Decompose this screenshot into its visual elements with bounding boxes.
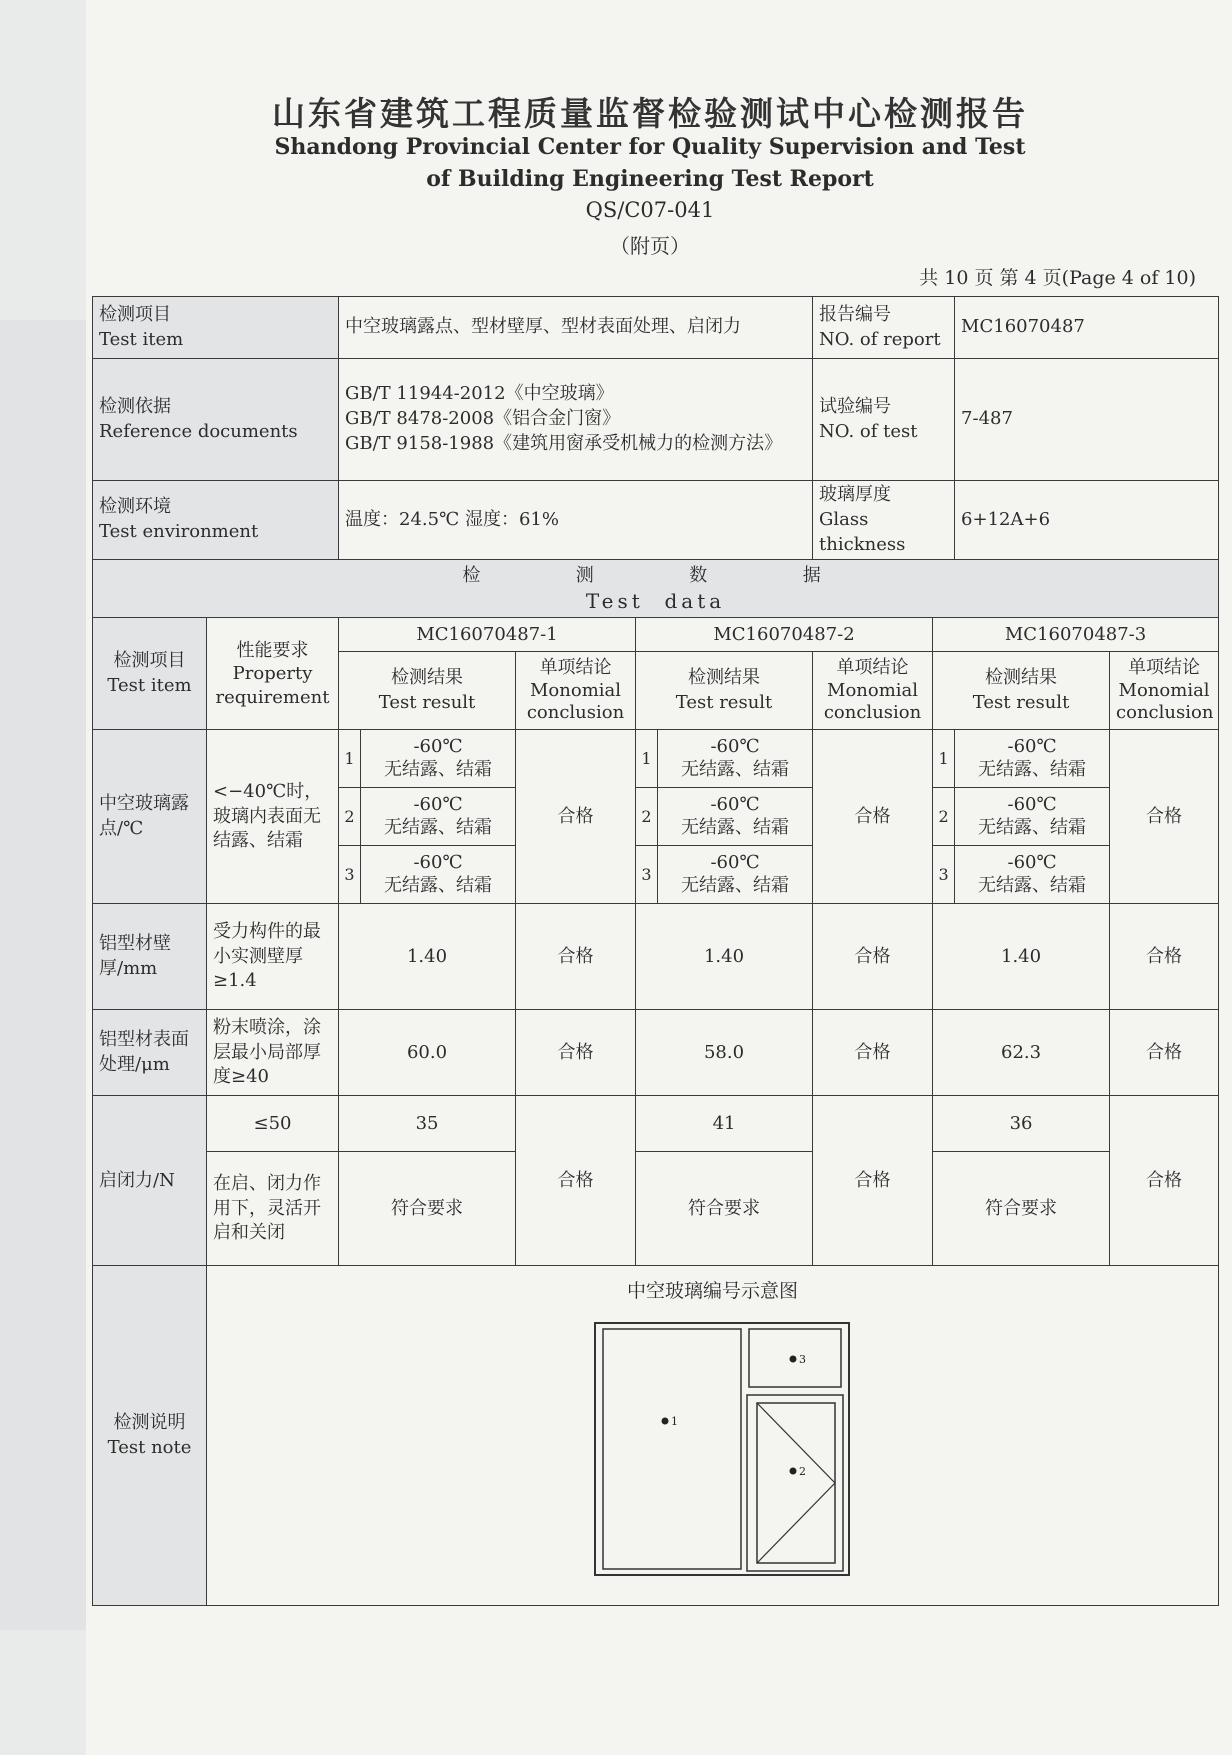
conclusion-header-2 xyxy=(813,652,933,730)
conclusion-header-cn: 单项结论 xyxy=(1128,657,1201,679)
surface-conclusion-3: 合格 xyxy=(1110,1010,1219,1096)
test-note-content xyxy=(207,1266,1219,1606)
dew-temp: -60℃ xyxy=(413,852,463,874)
report-title-en-line2: of Building Engineering Test Report xyxy=(426,166,874,192)
dew-temp: -60℃ xyxy=(413,794,463,816)
col-header-req-cn: 性能要求 xyxy=(236,639,309,661)
result-header-2 xyxy=(636,652,813,730)
test-item-value: 中空玻璃露点、型材壁厚、型材表面处理、启闭力 xyxy=(339,297,813,359)
report-no-label xyxy=(813,297,955,359)
dew-temp: -60℃ xyxy=(710,852,760,874)
conclusion-header-en2: conclusion xyxy=(1116,702,1214,724)
col-header-req-en2: requirement xyxy=(215,686,330,708)
sample-header-2: MC16070487-2 xyxy=(636,618,933,652)
marker-2-dot xyxy=(790,1467,797,1474)
conclusion-header-1 xyxy=(516,652,636,730)
wall-conclusion-1: 合格 xyxy=(516,904,636,1010)
force-result-2: 符合要求 xyxy=(636,1152,813,1266)
dew-sub-number: 1 xyxy=(339,730,361,788)
conclusion-header-cn: 单项结论 xyxy=(836,657,909,679)
dew-result-2-2 xyxy=(658,788,813,846)
row-surface-requirement: 粉末喷涂，涂层最小局部厚度≥40 xyxy=(207,1010,339,1096)
dew-result-2-1 xyxy=(658,730,813,788)
test-data-title-cn: 检 测 数 据 xyxy=(462,565,849,587)
window-sash-inner xyxy=(757,1403,835,1563)
sample-header-3: MC16070487-3 xyxy=(933,618,1219,652)
report-no-label-en: NO. of report xyxy=(819,328,941,350)
conclusion-header-en1: Monomial xyxy=(1118,679,1210,701)
conclusion-header-en1: Monomial xyxy=(827,679,919,701)
environment-label xyxy=(93,481,339,560)
row-force-requirement-2: 在启、闭力作用下，灵活开启和关闭 xyxy=(207,1152,339,1266)
row-dew-requirement: <−40℃时，玻璃内表面无结露、结霜 xyxy=(207,730,339,904)
surface-value-1: 60.0 xyxy=(339,1010,516,1096)
dew-desc: 无结露、结霜 xyxy=(384,816,493,838)
test-note-label-en: Test note xyxy=(107,1436,192,1458)
force-conclusion-3: 合格 xyxy=(1110,1096,1219,1266)
conclusion-header-en1: Monomial xyxy=(530,679,622,701)
test-no-value: 7-487 xyxy=(955,359,1219,481)
result-header-1 xyxy=(339,652,516,730)
result-header-cn: 检测结果 xyxy=(391,667,464,689)
row-dew-item: 中空玻璃露点/℃ xyxy=(93,730,207,904)
test-data-title-en: Test data xyxy=(585,588,726,613)
row-force-requirement-1: ≤50 xyxy=(207,1096,339,1152)
wall-conclusion-2: 合格 xyxy=(813,904,933,1010)
surface-value-2: 58.0 xyxy=(636,1010,813,1096)
reference-label-cn: 检测依据 xyxy=(99,395,171,417)
report-title-cn: 山东省建筑工程质量监督检验测试中心检测报告 xyxy=(272,94,1028,133)
conclusion-header-en2: conclusion xyxy=(526,702,625,724)
marker-2-label: 2 xyxy=(799,1464,806,1478)
col-header-req-en1: Property xyxy=(232,663,313,685)
col-header-item-en: Test item xyxy=(107,674,192,696)
appendix-label: （附页） xyxy=(610,234,690,258)
glass-thickness-label xyxy=(813,481,955,560)
sash-opening-indicator xyxy=(757,1403,835,1563)
dew-temp: -60℃ xyxy=(710,736,760,758)
test-item-label-en: Test item xyxy=(99,328,184,350)
dew-temp: -60℃ xyxy=(413,736,463,758)
report-table xyxy=(92,296,1219,1606)
dew-result-1-3 xyxy=(361,846,516,904)
test-item-label-cn: 检测项目 xyxy=(99,303,171,325)
sample-header-1: MC16070487-1 xyxy=(339,618,636,652)
row-wall-requirement: 受力构件的最小实测壁厚≥1.4 xyxy=(207,904,339,1010)
col-header-item-cn: 检测项目 xyxy=(113,650,186,672)
dew-temp: -60℃ xyxy=(710,794,760,816)
form-code: QS/C07-041 xyxy=(585,198,715,222)
force-conclusion-2: 合格 xyxy=(813,1096,933,1266)
dew-desc: 无结露、结霜 xyxy=(384,874,493,896)
result-header-en: Test result xyxy=(675,691,773,713)
environment-label-cn: 检测环境 xyxy=(99,496,171,518)
wall-value-1: 1.40 xyxy=(339,904,516,1010)
dew-sub-number: 1 xyxy=(933,730,955,788)
dew-sub-number: 3 xyxy=(339,846,361,904)
result-header-cn: 检测结果 xyxy=(688,667,761,689)
test-note-label xyxy=(93,1266,207,1606)
window-outer-frame xyxy=(595,1323,849,1575)
dew-result-3-2 xyxy=(955,788,1110,846)
conclusion-header-en2: conclusion xyxy=(823,702,922,724)
result-header-3 xyxy=(933,652,1110,730)
force-conclusion-1: 合格 xyxy=(516,1096,636,1266)
glass-thickness-label-cn: 玻璃厚度 xyxy=(819,484,892,505)
dew-desc: 无结露、结霜 xyxy=(978,874,1087,896)
dew-desc: 无结露、结霜 xyxy=(681,758,790,780)
dew-conclusion-1: 合格 xyxy=(516,730,636,904)
reference-label-en: Reference documents xyxy=(99,420,298,442)
wall-value-2: 1.40 xyxy=(636,904,813,1010)
row-surface-item: 铝型材表面处理/μm xyxy=(93,1010,207,1096)
dew-result-3-3 xyxy=(955,846,1110,904)
dew-temp: -60℃ xyxy=(1007,852,1057,874)
surface-conclusion-2: 合格 xyxy=(813,1010,933,1096)
reference-documents xyxy=(339,359,813,481)
surface-conclusion-1: 合格 xyxy=(516,1010,636,1096)
force-value-1: 35 xyxy=(339,1096,516,1152)
row-force-item: 启闭力/N xyxy=(93,1096,207,1266)
test-item-label xyxy=(93,297,339,359)
dew-conclusion-2: 合格 xyxy=(813,730,933,904)
wall-conclusion-3: 合格 xyxy=(1110,904,1219,1010)
report-no-label-cn: 报告编号 xyxy=(819,303,892,325)
force-result-3: 符合要求 xyxy=(933,1152,1110,1266)
marker-1-label: 1 xyxy=(671,1414,678,1428)
dew-sub-number: 2 xyxy=(339,788,361,846)
reference-label xyxy=(93,359,339,481)
dew-desc: 无结露、结霜 xyxy=(978,816,1087,838)
dew-temp: -60℃ xyxy=(1007,794,1057,816)
window-sash-outer xyxy=(747,1395,843,1571)
marker-3-label: 3 xyxy=(799,1352,806,1366)
dew-result-3-1 xyxy=(955,730,1110,788)
col-header-item xyxy=(93,618,207,730)
surface-value-3: 62.3 xyxy=(933,1010,1110,1096)
row-wall-item: 铝型材壁厚/mm xyxy=(93,904,207,1010)
reference-doc-1: GB/T 11944-2012《中空玻璃》 xyxy=(345,383,614,405)
reference-doc-2: GB/T 8478-2008《铝合金门窗》 xyxy=(345,408,621,430)
diagram-title: 中空玻璃编号示意图 xyxy=(627,1280,799,1303)
test-no-label-cn: 试验编号 xyxy=(819,395,892,417)
test-no-label-en: NO. of test xyxy=(819,420,918,442)
test-no-label xyxy=(813,359,955,481)
dew-sub-number: 3 xyxy=(636,846,658,904)
conclusion-header-3 xyxy=(1110,652,1219,730)
reference-doc-3: GB/T 9158-1988《建筑用窗承受机械力的检测方法》 xyxy=(345,432,783,454)
dew-sub-number: 2 xyxy=(933,788,955,846)
result-header-cn: 检测结果 xyxy=(985,667,1058,689)
dew-sub-number: 2 xyxy=(636,788,658,846)
report-title-en-line1: Shandong Provincial Center for Quality Supervision and Test xyxy=(274,134,1026,160)
glass-numbering-diagram xyxy=(593,1321,853,1581)
force-result-1: 符合要求 xyxy=(339,1152,516,1266)
marker-3-dot xyxy=(790,1355,797,1362)
dew-conclusion-3: 合格 xyxy=(1110,730,1219,904)
test-note-label-cn: 检测说明 xyxy=(113,1412,186,1434)
dew-sub-number: 3 xyxy=(933,846,955,904)
force-value-2: 41 xyxy=(636,1096,813,1152)
conclusion-header-cn: 单项结论 xyxy=(539,657,612,679)
force-value-3: 36 xyxy=(933,1096,1110,1152)
dew-result-2-3 xyxy=(658,846,813,904)
glass-thickness-value: 6+12A+6 xyxy=(955,481,1219,560)
environment-value: 温度：24.5℃ 湿度：61% xyxy=(339,481,813,560)
page-info: 共 10 页 第 4 页(Page 4 of 10) xyxy=(919,267,1196,289)
scan-left-strip-shadow xyxy=(0,320,86,1630)
window-left-panel xyxy=(603,1329,741,1569)
result-header-en: Test result xyxy=(378,691,476,713)
glass-thickness-label-en: Glass thickness xyxy=(819,508,906,555)
wall-value-3: 1.40 xyxy=(933,904,1110,1010)
dew-result-1-2 xyxy=(361,788,516,846)
dew-temp: -60℃ xyxy=(1007,736,1057,758)
dew-desc: 无结露、结霜 xyxy=(681,874,790,896)
environment-label-en: Test environment xyxy=(99,521,259,543)
marker-1-dot xyxy=(662,1417,669,1424)
dew-result-1-1 xyxy=(361,730,516,788)
dew-desc: 无结露、结霜 xyxy=(384,758,493,780)
result-header-en: Test result xyxy=(972,691,1070,713)
dew-desc: 无结露、结霜 xyxy=(681,816,790,838)
test-data-title xyxy=(93,560,1219,618)
col-header-requirement xyxy=(207,618,339,730)
dew-sub-number: 1 xyxy=(636,730,658,788)
dew-desc: 无结露、结霜 xyxy=(978,758,1087,780)
report-no-value: MC16070487 xyxy=(955,297,1219,359)
